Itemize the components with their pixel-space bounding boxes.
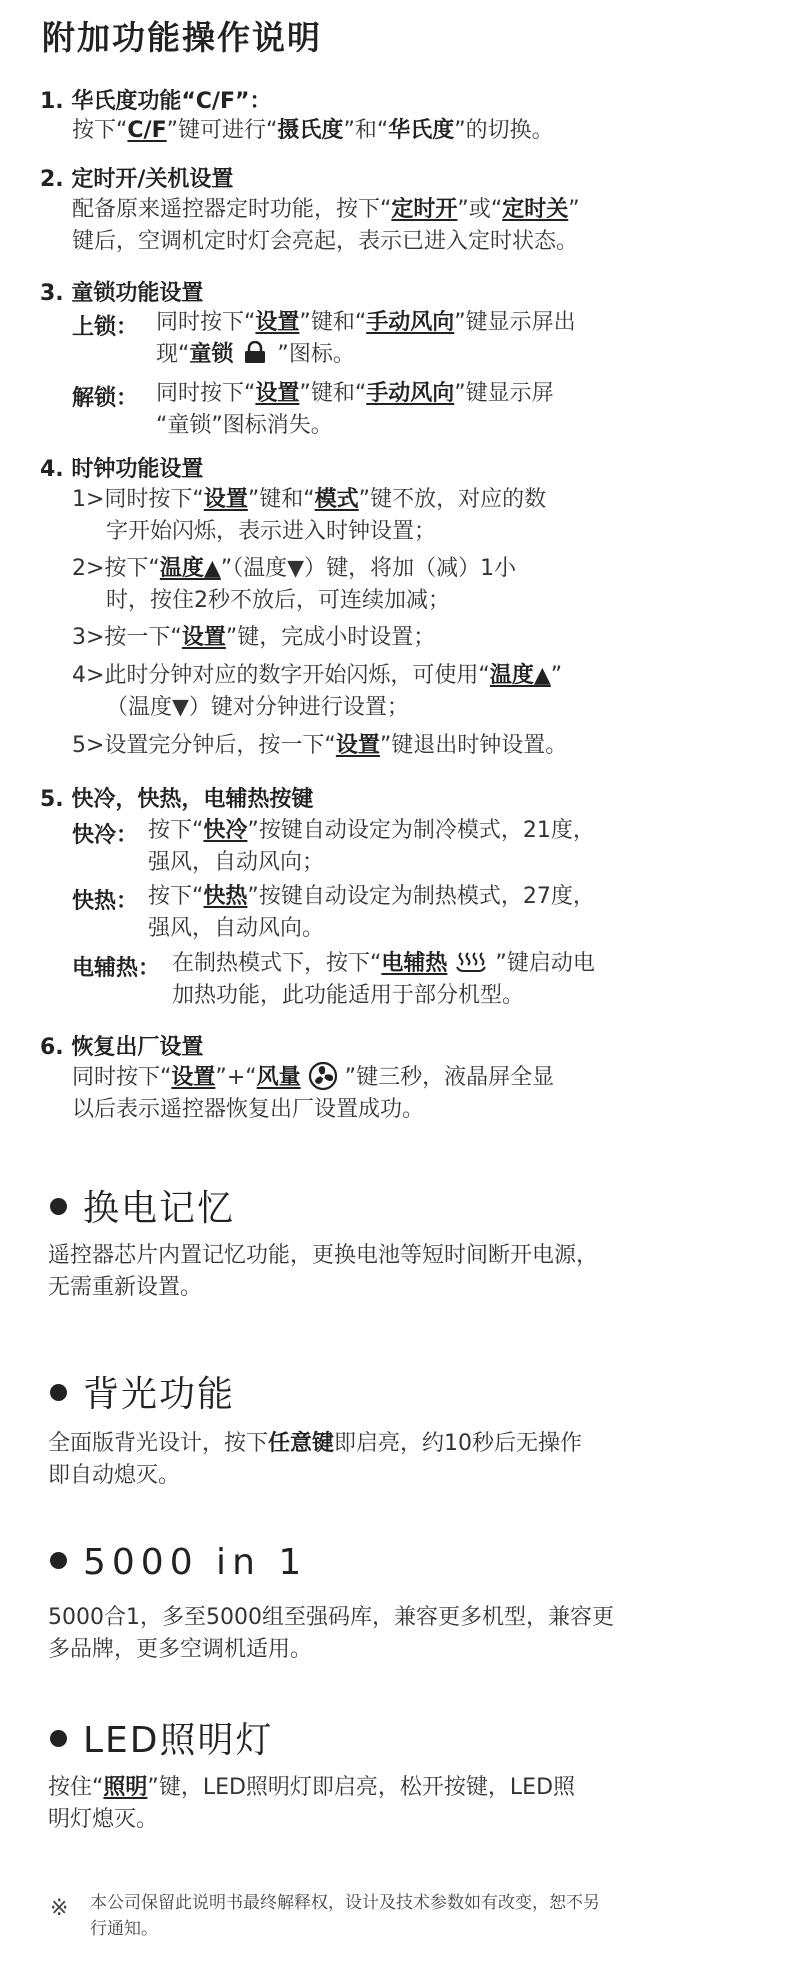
unlock-line-2: “童锁”图标消失。 — [156, 413, 333, 438]
clock-item-5-line-1: 5>设置完分钟后，按一下“设置”键退出时钟设置。 — [72, 733, 568, 758]
clock-item-1-line-2: 字开始闪烁，表示进入时钟设置； — [106, 519, 437, 544]
footer-line-2: 行通知。 — [90, 1919, 158, 1939]
unlock-line-1: 同时按下“设置”键和“手动风向”键显示屏 — [156, 381, 554, 406]
clock-item-1-line-1: 1>同时按下“设置”键和“模式”键不放，对应的数 — [72, 487, 547, 512]
aux-heat-line-1: 在制热模式下，按下“电辅热 ”键启动电 — [172, 951, 595, 976]
lock-label: 上锁： — [72, 315, 139, 340]
unlock-label: 解锁： — [72, 386, 139, 411]
feature-codes-line-2: 多品牌，更多空调机适用。 — [48, 1637, 313, 1662]
aux-heat-line-2: 加热功能，此功能适用于部分机型。 — [172, 983, 525, 1008]
section-6-heading: 6. 恢复出厂设置 — [40, 1035, 204, 1060]
lock-icon — [240, 341, 270, 365]
section-3-heading: 3. 童锁功能设置 — [40, 281, 204, 306]
bullet-dot — [50, 1384, 67, 1401]
section-2-line-2: 键后，空调机定时灯会亮起，表示已进入定时状态。 — [72, 229, 579, 254]
clock-item-4-line-1: 4>此时分钟对应的数字开始闪烁，可使用“温度▲” — [72, 663, 563, 688]
bullet-dot — [50, 1552, 67, 1569]
feature-codes-line-1: 5000合1，多至5000组至强码库，兼容更多机型，兼容更 — [48, 1605, 614, 1630]
section-2-heading: 2. 定时开/关机设置 — [40, 167, 234, 192]
quick-heat-line-2: 强风，自动风向。 — [148, 916, 325, 941]
feature-led-line-1: 按住“照明”键，LED照明灯即启亮，松开按键，LED照 — [48, 1775, 576, 1800]
feature-backlight-line-2: 即自动熄灭。 — [48, 1463, 181, 1488]
section-1-line-1: 按下“C/F”键可进行“摄氏度”和“华氏度”的切换。 — [72, 118, 554, 143]
section-6-line-2: 以后表示遥控器恢复出厂设置成功。 — [72, 1097, 425, 1122]
quick-cool-label: 快冷： — [72, 823, 139, 848]
quick-cool-line-1: 按下“快冷”按键自动设定为制冷模式，21度， — [148, 818, 595, 843]
feature-backlight-line-1: 全面版背光设计，按下任意键即启亮，约10秒后无操作 — [48, 1431, 583, 1456]
footer-line-1: 本公司保留此说明书最终解释权，设计及技术参数如有改变，恕不另 — [90, 1893, 600, 1913]
bullet-dot — [50, 1730, 67, 1747]
feature-codes-title: 5000 in 1 — [50, 1542, 307, 1583]
section-5-heading: 5. 快冷，快热，电辅热按键 — [40, 787, 314, 812]
clock-item-2-line-2: 时，按住2秒不放后，可连续加减； — [106, 588, 450, 613]
section-2-line-1: 配备原来遥控器定时功能，按下“定时开”或“定时关” — [72, 197, 580, 222]
quick-heat-label: 快热： — [72, 889, 139, 914]
section-1-heading: 1. 华氏度功能“C/F”： — [40, 89, 272, 114]
feature-memory-line-2: 无需重新设置。 — [48, 1275, 203, 1300]
quick-heat-line-1: 按下“快热”按键自动设定为制热模式，27度， — [148, 884, 595, 909]
clock-item-4-line-2: （温度▼）键对分钟进行设置； — [106, 695, 409, 720]
clock-item-2-line-1: 2>按下“温度▲”（温度▼）键，将加（减）1小 — [72, 556, 517, 581]
feature-backlight-title: 背光功能 — [50, 1366, 235, 1417]
footer-mark: ※ — [50, 1896, 69, 1921]
lock-line-1: 同时按下“设置”键和“手动风向”键显示屏出 — [156, 310, 576, 335]
clock-item-3-line-1: 3>按一下“设置”键，完成小时设置； — [72, 625, 436, 650]
feature-led-title: LED照明灯 — [50, 1712, 274, 1763]
feature-memory-line-1: 遥控器芯片内置记忆功能，更换电池等短时间断开电源， — [48, 1243, 599, 1268]
bullet-dot — [50, 1198, 67, 1215]
heater-icon — [454, 949, 488, 975]
fan-icon — [308, 1061, 338, 1091]
lock-line-2: 现“童锁 ”图标。 — [156, 342, 355, 367]
aux-heat-label: 电辅热： — [72, 956, 161, 981]
page-title: 附加功能操作说明 — [42, 18, 322, 57]
feature-memory-title: 换电记忆 — [50, 1180, 235, 1231]
feature-led-line-2: 明灯熄灭。 — [48, 1807, 159, 1832]
section-6-line-1: 同时按下“设置”+“风量 ”键三秒，液晶屏全显 — [72, 1062, 554, 1094]
quick-cool-line-2: 强风，自动风向； — [148, 850, 325, 875]
section-4-heading: 4. 时钟功能设置 — [40, 457, 204, 482]
